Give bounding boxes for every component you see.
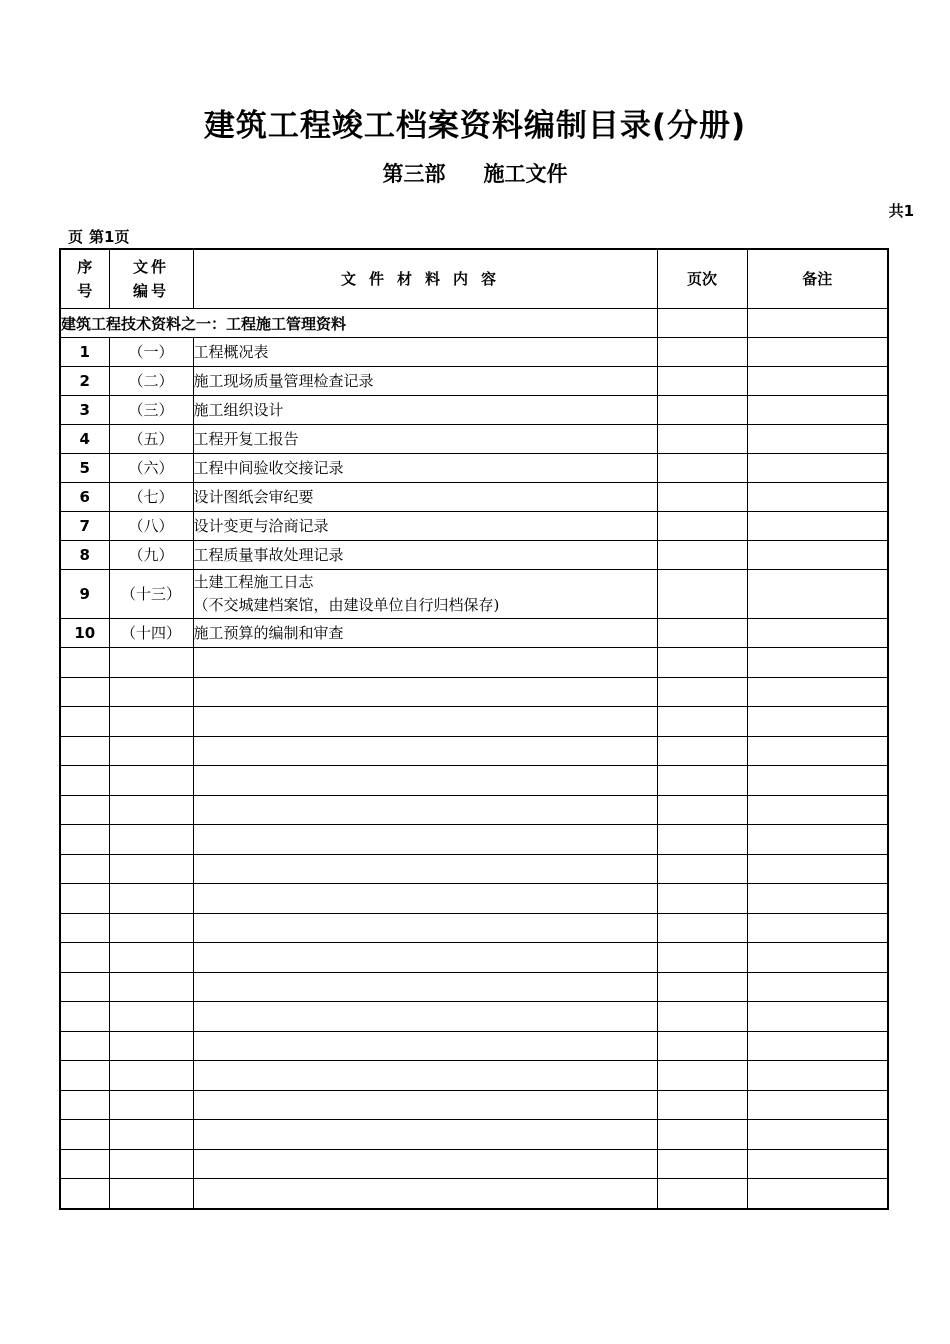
row-code <box>109 648 193 678</box>
header-pages: 页次 <box>657 249 747 309</box>
row-pages <box>657 1031 747 1061</box>
total-pages: 共1 <box>888 202 914 220</box>
header-code-line2: 编号 <box>132 282 169 300</box>
row-pages <box>657 619 747 648</box>
row-content <box>193 1002 657 1032</box>
row-remarks <box>747 707 888 737</box>
row-content <box>193 1149 657 1179</box>
blank-row <box>60 854 888 884</box>
row-code <box>109 795 193 825</box>
blank-row <box>60 943 888 973</box>
row-no: 9 <box>60 570 109 619</box>
table-row <box>60 425 888 454</box>
row-code <box>109 1179 193 1209</box>
row-no <box>60 707 109 737</box>
row-no: 4 <box>60 425 109 454</box>
blank-row <box>60 884 888 914</box>
table-row <box>60 541 888 570</box>
blank-row <box>60 825 888 855</box>
table-row <box>60 570 888 619</box>
row-code <box>109 1002 193 1032</box>
row-code: （十四） <box>109 619 193 648</box>
row-remarks <box>747 454 888 483</box>
row-pages <box>657 707 747 737</box>
section-remarks-cell <box>747 309 888 338</box>
row-remarks <box>747 884 888 914</box>
row-remarks <box>747 1061 888 1091</box>
row-code <box>109 1149 193 1179</box>
current-page: 第1页 <box>89 228 130 246</box>
row-pages <box>657 648 747 678</box>
blank-row <box>60 736 888 766</box>
row-no <box>60 677 109 707</box>
row-content <box>193 512 657 541</box>
row-content-line: 工程概况表 <box>193 342 269 361</box>
row-content-line: 施工现场质量管理检查记录 <box>193 371 374 390</box>
page-info <box>68 226 135 247</box>
row-pages <box>657 825 747 855</box>
row-content <box>193 619 657 648</box>
subtitle-part: 第三部 <box>382 162 446 186</box>
row-no <box>60 1179 109 1209</box>
row-code <box>109 913 193 943</box>
section-label: 建筑工程技术资料之一：工程施工管理资料 <box>60 309 657 338</box>
row-content <box>193 338 657 367</box>
row-code <box>109 736 193 766</box>
row-no <box>60 795 109 825</box>
row-pages <box>657 1090 747 1120</box>
row-content <box>193 943 657 973</box>
row-remarks <box>747 766 888 796</box>
blank-row <box>60 1120 888 1150</box>
row-content-line: 施工组织设计 <box>193 400 284 419</box>
row-content <box>193 1031 657 1061</box>
row-no: 1 <box>60 338 109 367</box>
header-no-line1: 序 <box>77 258 93 276</box>
blank-row <box>60 1179 888 1209</box>
table-row <box>60 367 888 396</box>
table-row <box>60 483 888 512</box>
row-pages <box>657 972 747 1002</box>
row-code <box>109 677 193 707</box>
document-subtitle <box>0 158 950 188</box>
row-pages <box>657 454 747 483</box>
page-word: 页 <box>68 228 84 246</box>
row-remarks <box>747 677 888 707</box>
row-content-line: 工程中间验收交接记录 <box>193 458 344 477</box>
table-row <box>60 512 888 541</box>
row-no <box>60 972 109 1002</box>
blank-row <box>60 1061 888 1091</box>
row-remarks <box>747 1120 888 1150</box>
row-content <box>193 825 657 855</box>
row-code <box>109 972 193 1002</box>
row-content <box>193 795 657 825</box>
row-code: （五） <box>109 425 193 454</box>
row-content <box>193 396 657 425</box>
row-content <box>193 913 657 943</box>
row-remarks <box>747 795 888 825</box>
row-pages <box>657 541 747 570</box>
row-pages <box>657 913 747 943</box>
row-pages <box>657 512 747 541</box>
row-pages <box>657 1149 747 1179</box>
row-code: （九） <box>109 541 193 570</box>
row-content <box>193 1090 657 1120</box>
row-remarks <box>747 1179 888 1209</box>
row-content-line: 设计图纸会审纪要 <box>193 487 314 506</box>
blank-row <box>60 648 888 678</box>
blank-row <box>60 1002 888 1032</box>
row-remarks <box>747 825 888 855</box>
row-pages <box>657 1120 747 1150</box>
row-code: （二） <box>109 367 193 396</box>
blank-row <box>60 1149 888 1179</box>
row-content-line: 工程质量事故处理记录 <box>193 545 344 564</box>
row-no <box>60 1031 109 1061</box>
row-no <box>60 648 109 678</box>
row-pages <box>657 1002 747 1032</box>
row-no <box>60 1002 109 1032</box>
table-row <box>60 454 888 483</box>
row-pages <box>657 570 747 619</box>
catalog-table <box>59 248 889 1210</box>
row-content <box>193 425 657 454</box>
row-remarks <box>747 913 888 943</box>
row-content <box>193 707 657 737</box>
subtitle-name: 施工文件 <box>483 162 568 186</box>
row-remarks <box>747 854 888 884</box>
row-code: （三） <box>109 396 193 425</box>
row-remarks <box>747 483 888 512</box>
row-no <box>60 943 109 973</box>
row-content-line: 设计变更与洽商记录 <box>193 516 329 535</box>
blank-row <box>60 913 888 943</box>
table-row <box>60 338 888 367</box>
row-remarks <box>747 1002 888 1032</box>
row-pages <box>657 483 747 512</box>
row-content <box>193 766 657 796</box>
row-code: （八） <box>109 512 193 541</box>
row-remarks <box>747 972 888 1002</box>
blank-row <box>60 1090 888 1120</box>
row-no: 3 <box>60 396 109 425</box>
row-pages <box>657 943 747 973</box>
row-remarks <box>747 512 888 541</box>
row-content-line: 工程开复工报告 <box>193 429 299 448</box>
row-code: （七） <box>109 483 193 512</box>
row-remarks <box>747 736 888 766</box>
row-no <box>60 825 109 855</box>
row-remarks <box>747 619 888 648</box>
blank-row <box>60 707 888 737</box>
row-code <box>109 825 193 855</box>
row-no <box>60 1149 109 1179</box>
row-remarks <box>747 1031 888 1061</box>
row-pages <box>657 1179 747 1209</box>
row-pages <box>657 736 747 766</box>
row-content <box>193 541 657 570</box>
row-no: 2 <box>60 367 109 396</box>
row-content-line: 土建工程施工日志 <box>193 573 314 591</box>
row-pages <box>657 854 747 884</box>
row-code: （十三） <box>109 570 193 619</box>
row-remarks <box>747 648 888 678</box>
row-code <box>109 1061 193 1091</box>
section-row <box>60 309 888 338</box>
row-code <box>109 707 193 737</box>
row-code <box>109 854 193 884</box>
row-no <box>60 736 109 766</box>
row-remarks <box>747 396 888 425</box>
row-code <box>109 1120 193 1150</box>
blank-row <box>60 795 888 825</box>
row-code <box>109 1031 193 1061</box>
blank-row <box>60 677 888 707</box>
row-no <box>60 884 109 914</box>
row-pages <box>657 396 747 425</box>
row-content <box>193 1061 657 1091</box>
header-code-line1: 文件 <box>132 258 169 276</box>
document-title: 建筑工程竣工档案资料编制目录(分册) <box>203 108 747 144</box>
row-content-line: 施工预算的编制和审查 <box>193 623 344 642</box>
row-content-line: （不交城建档案馆，由建设单位自行归档保存) <box>193 596 500 614</box>
row-no <box>60 1090 109 1120</box>
row-pages <box>657 367 747 396</box>
row-no: 6 <box>60 483 109 512</box>
row-content <box>193 884 657 914</box>
section-pages-cell <box>657 309 747 338</box>
table-row <box>60 396 888 425</box>
row-remarks <box>747 425 888 454</box>
table-row <box>60 619 888 648</box>
header-content: 文件材料内容 <box>193 249 657 309</box>
row-content <box>193 367 657 396</box>
row-remarks <box>747 338 888 367</box>
row-no: 5 <box>60 454 109 483</box>
row-no: 10 <box>60 619 109 648</box>
row-code <box>109 884 193 914</box>
row-code <box>109 1090 193 1120</box>
row-no <box>60 913 109 943</box>
row-code <box>109 943 193 973</box>
row-no <box>60 1120 109 1150</box>
row-pages <box>657 1061 747 1091</box>
header-remarks: 备注 <box>747 249 888 309</box>
row-content <box>193 677 657 707</box>
row-pages <box>657 766 747 796</box>
row-remarks <box>747 943 888 973</box>
row-remarks <box>747 541 888 570</box>
row-pages <box>657 338 747 367</box>
row-remarks <box>747 570 888 619</box>
row-content <box>193 736 657 766</box>
row-content <box>193 972 657 1002</box>
row-content <box>193 570 657 619</box>
blank-row <box>60 766 888 796</box>
row-no <box>60 854 109 884</box>
header-code <box>109 249 193 309</box>
blank-row <box>60 972 888 1002</box>
row-content <box>193 648 657 678</box>
row-code: （一） <box>109 338 193 367</box>
row-no <box>60 1061 109 1091</box>
row-remarks <box>747 1149 888 1179</box>
blank-row <box>60 1031 888 1061</box>
row-no: 8 <box>60 541 109 570</box>
row-content <box>193 483 657 512</box>
row-content <box>193 454 657 483</box>
header-no-line2: 号 <box>77 282 93 300</box>
row-no: 7 <box>60 512 109 541</box>
row-content <box>193 854 657 884</box>
row-content <box>193 1179 657 1209</box>
row-pages <box>657 677 747 707</box>
row-remarks <box>747 367 888 396</box>
table-header-row <box>60 249 888 309</box>
row-pages <box>657 425 747 454</box>
row-remarks <box>747 1090 888 1120</box>
row-no <box>60 766 109 796</box>
row-content <box>193 1120 657 1150</box>
row-pages <box>657 884 747 914</box>
row-pages <box>657 795 747 825</box>
row-code: （六） <box>109 454 193 483</box>
row-code <box>109 766 193 796</box>
header-no <box>60 249 109 309</box>
